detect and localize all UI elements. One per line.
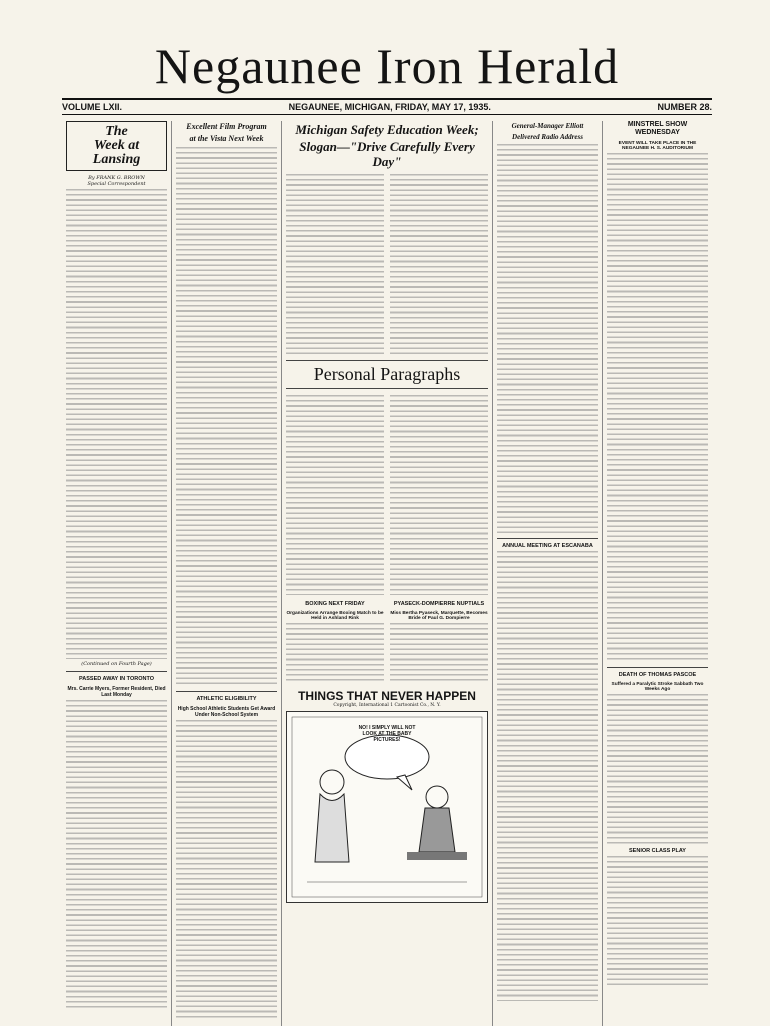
column-2: [172, 121, 282, 1026]
column-1: [62, 121, 172, 1026]
article-text-boxing: [286, 623, 384, 683]
article-text-safety-b: [390, 174, 488, 354]
minstrel-heading: MINSTREL SHOW WEDNESDAY: [627, 121, 688, 136]
week-title-week-at: Week at: [93, 138, 140, 153]
boxing-heading: BOXING NEXT FRIDAY: [305, 600, 365, 607]
senior-play-heading: SENIOR CLASS PLAY: [629, 848, 686, 854]
masthead: [62, 0, 712, 92]
safety-heading-2: Slogan—"Drive Carefully Every Day": [299, 139, 475, 169]
article-text-personal-a: [286, 395, 384, 595]
personal-paragraphs-heading: Personal Paragraphs: [286, 360, 488, 389]
gm-heading-1: General-Manager Elliott: [511, 122, 584, 130]
cartoon-frame: [286, 711, 488, 903]
article-text-senior: [607, 856, 708, 986]
article-text-athletic: [176, 720, 277, 1020]
article-text-gm: [497, 144, 598, 534]
death-subhead: Suffered a Paralytic Stroke Sabbath Two Weeks Ago: [611, 682, 704, 692]
article-text-minstrel: [607, 153, 708, 663]
annual-meeting-heading: ANNUAL MEETING AT ESCANABA: [502, 543, 593, 550]
safety-heading-1: Michigan Safety Education Week;: [295, 122, 479, 137]
byline: By FRANK G. BROWN: [88, 175, 145, 181]
week-title-the: The: [105, 124, 128, 139]
article-text-lansing: [66, 189, 167, 659]
athletic-subhead: High School Athletic Students Get Award Under Non-School System: [177, 705, 276, 718]
columns: [62, 121, 712, 1026]
death-heading: DEATH OF THOMAS PASCOE: [618, 672, 697, 678]
boxing-subhead: Organizations Arrange Boxing Match to be Held in Ashland Rink: [286, 610, 384, 621]
column-5: [493, 121, 603, 1026]
cartoon-speech-bubble: NO! I SIMPLY WILL NOT LOOK AT THE BABY PICTURES!: [358, 724, 416, 743]
column-3-4: [282, 121, 493, 1026]
cartoon-credit: Copyright, International 1 Cartoonist Co., N. Y.: [333, 702, 441, 708]
pyaseck-heading: PYASECK-DOMPIERRE NUPTIALS: [393, 600, 485, 607]
week-at-lansing-box: [66, 121, 167, 171]
issue-number: NUMBER 28.: [657, 102, 712, 112]
article-text-passed: [66, 700, 167, 1010]
article-text-death: [607, 694, 708, 844]
article-text-film: [176, 147, 277, 687]
issue-date: NEGAUNEE, MICHIGAN, FRIDAY, MAY 17, 1935.: [288, 102, 491, 112]
passed-away-heading: PASSED AWAY IN TORONTO: [79, 676, 154, 682]
week-title-lansing: Lansing: [92, 152, 141, 167]
minstrel-subhead: EVENT WILL TAKE PLACE IN THE NEGAUNEE H. S. AUDITORIUM: [618, 141, 697, 151]
things-that-never-happen-title: THINGS THAT NEVER HAPPEN: [298, 688, 476, 703]
column-6: [603, 121, 712, 1026]
pyaseck-subhead: Miss Bertha Pyaseck, Marquette, Becomes Bride of Paul G. Dompierre: [390, 610, 488, 621]
cartoon-drawing: [287, 712, 487, 902]
dateline-bar: [62, 98, 712, 115]
film-heading-1: Excellent Film Program: [186, 122, 267, 131]
continued-note: (Continued on Fourth Page): [81, 661, 152, 667]
gm-heading-2: Delivered Radio Address: [512, 132, 583, 141]
article-text-pyaseck: [390, 623, 488, 683]
byline-role: Special Correspondent: [87, 181, 146, 187]
film-heading-2: at the Vista Next Week: [189, 133, 264, 143]
athletic-heading: ATHLETIC ELIGIBILITY: [196, 695, 257, 702]
passed-away-subhead: Mrs. Carrie Myers, Former Resident, Died Last Monday: [67, 686, 166, 698]
newspaper-title: Negaunee Iron Herald: [154, 38, 620, 94]
article-text-safety-a: [286, 174, 384, 354]
article-text-annual: [497, 551, 598, 1001]
article-text-personal-b: [390, 395, 488, 595]
volume-label: VOLUME LXII.: [62, 102, 123, 112]
